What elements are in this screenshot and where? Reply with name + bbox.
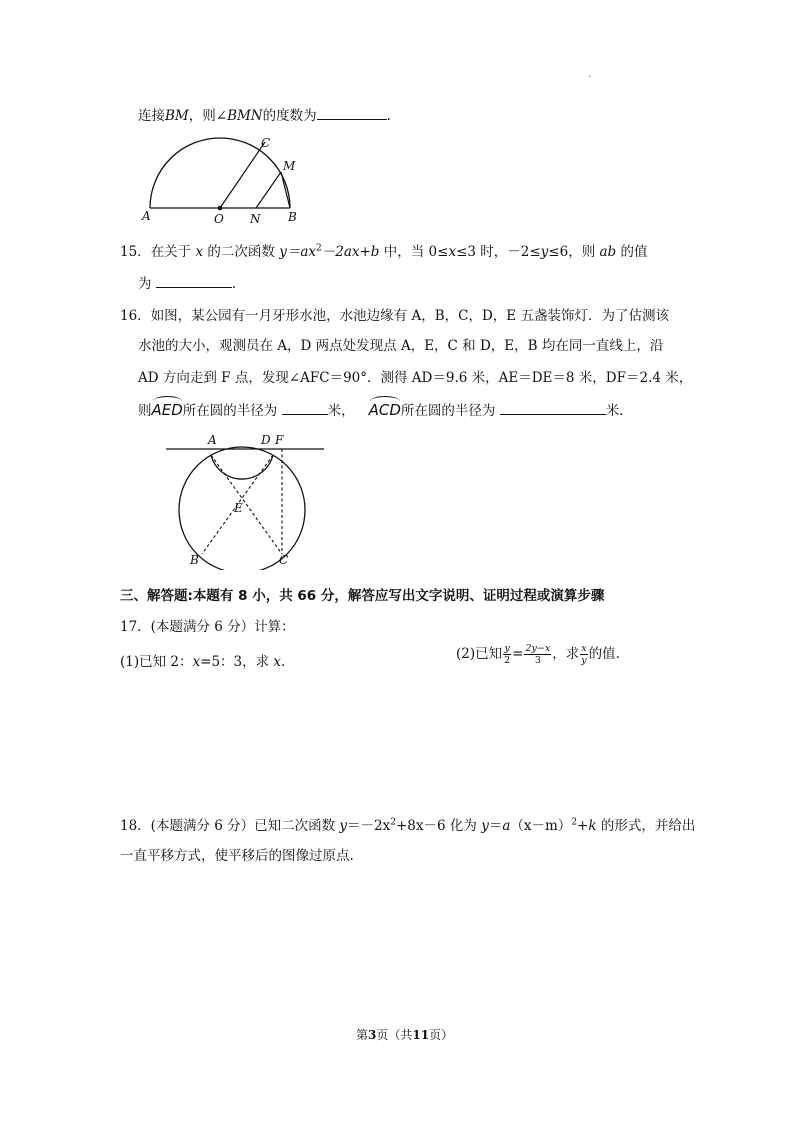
crescent-pond-figure: [162, 430, 332, 570]
corner-mark: ·: [588, 72, 592, 83]
arc-aed: AED: [152, 396, 183, 419]
q18-line1: 18．(本题满分 6 分）已知二次函数 $y=-2x^2+8x-6$ 化为 $y=a(x-m)^2+k$ 的形式，并给出: [120, 817, 696, 834]
segment-nm: [256, 172, 281, 208]
fig1-label-n: N: [250, 212, 261, 226]
fig1-label-b: B: [288, 210, 297, 224]
page-footer: 第3页（共11页）: [356, 1028, 454, 1042]
segment-mb: [281, 172, 290, 208]
q15-line2: 为 .: [138, 276, 237, 292]
semicircle-figure: [138, 128, 308, 228]
q17-part1: (1)已知 2：x=5：3，求 x.: [120, 654, 286, 670]
line-aec: [211, 455, 282, 554]
section-3-heading: 三、解答题:本題有 8 小，共 66 分，解答应写出文字说明、证明过程或演算步骤: [120, 588, 605, 604]
q17-part2: (2)已知 $\frac{y}{2}$ = $\frac{2y-x}{3}$ ，求 $\frac{x}{y}$ 的值.: [456, 643, 620, 666]
arc-acd: ACD: [369, 396, 401, 419]
fig1-label-c: C: [261, 136, 271, 150]
fig1-label-o: O: [214, 212, 224, 226]
fraction-2y-minus-x-over-3: $\frac{2y-x}{3}$: [525, 643, 551, 666]
q14-answer-blank[interactable]: [317, 106, 387, 120]
fig1-label-a: A: [142, 209, 151, 223]
segment-oc: [220, 142, 265, 208]
q16-answer-blank-1[interactable]: [282, 401, 328, 415]
q14-tail-line: 连接BM，则∠BMN的度数为 .: [138, 108, 391, 124]
q15-line1: 15．在关于 x 的二次函数 $y=ax^2-2ax+b$ 中，当 0≤x≤3 时，－2≤y≤6，则 ab 的值: [120, 243, 648, 260]
fig2-label-f: F: [275, 433, 284, 447]
fig2-label-e: E: [234, 501, 243, 515]
q18-line2: 一直平移方式，使平移后的图像过原点.: [120, 848, 354, 864]
q15-answer-blank[interactable]: [156, 274, 232, 288]
q17-title: 17．(本题满分 6 分）计算：: [120, 619, 295, 635]
fig2-label-a: A: [208, 433, 217, 447]
fig1-label-m: M: [283, 159, 296, 173]
fraction-x-over-y: $\frac{x}{y}$: [581, 643, 587, 666]
fig2-label-c: C: [279, 553, 289, 567]
q16-line3: AD 方向走到 F 点，发现∠AFC＝90°．测得 AD＝9.6 米，AE＝DE＝8 米，DF＝2.4 米，: [138, 370, 693, 386]
fig2-label-d: D: [261, 433, 271, 447]
center-point-o: [218, 206, 223, 211]
fig2-label-b: B: [190, 553, 199, 567]
q16-line4: 则AED所在圆的半径为 米， ACD所在圆的半径为 米.: [138, 396, 623, 419]
q16-line1: 16．如图，某公园有一月牙形水池，水池边缘有 A，B，C，D，E 五盏装饰灯．为了估测该: [120, 308, 669, 324]
q16-line2: 水池的大小，观测员在 A，D 两点处发现点 A，E，C 和 D，E，B 均在同一直线上，沿: [138, 338, 664, 354]
fraction-y-over-2: $\frac{y}{2}$: [504, 643, 511, 666]
small-arc-aed: [211, 455, 273, 479]
q16-answer-blank-2[interactable]: [500, 401, 606, 415]
